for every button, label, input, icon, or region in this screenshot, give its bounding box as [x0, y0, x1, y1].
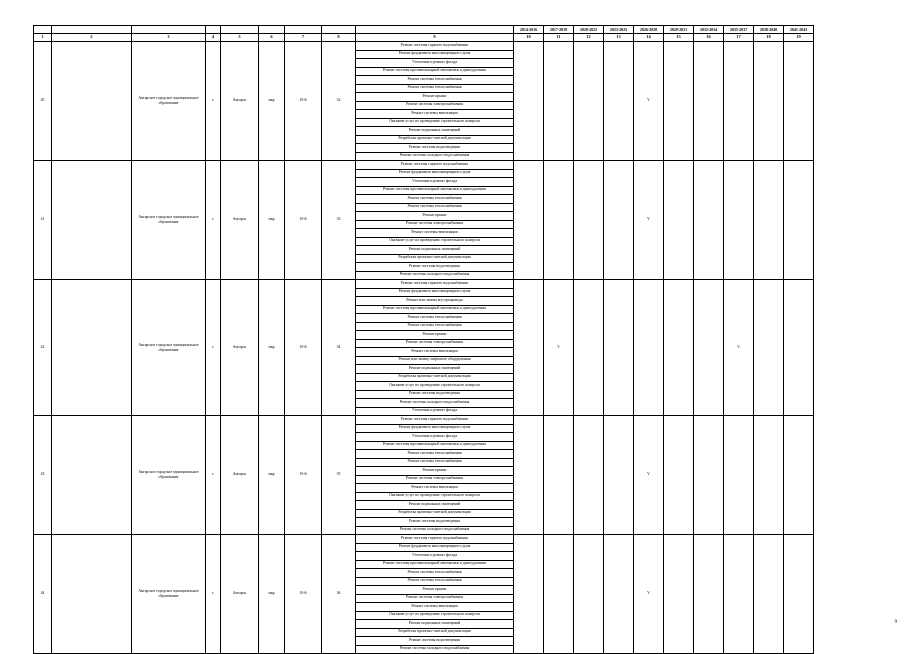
- house-number: 32: [322, 42, 356, 161]
- table-row: [34, 42, 814, 51]
- column-number: 15: [664, 34, 694, 42]
- schedule-empty-cell: [754, 416, 784, 535]
- column-number: 1: [34, 34, 52, 42]
- work-type: Ремонт системы вентиляции: [356, 348, 514, 357]
- schedule-mark: V: [544, 280, 574, 416]
- work-type: Разработка проектно-сметной документации: [356, 628, 514, 637]
- column-number: 7: [285, 34, 322, 42]
- work-type: Утепление и ремонт фасада: [356, 433, 514, 442]
- work-type: Ремонт системы теплоснабжения: [356, 322, 514, 331]
- period-header-row: [34, 26, 814, 34]
- row-number: 40: [34, 42, 52, 161]
- header-blank-cell: [52, 26, 132, 34]
- schedule-empty-cell: [664, 535, 694, 654]
- city-name: Ангарск: [221, 161, 259, 280]
- work-type: Ремонт системы электроснабжения: [356, 339, 514, 348]
- schedule-empty-cell: [724, 535, 754, 654]
- schedule-empty-cell: [544, 42, 574, 161]
- work-type: Ремонт системы противопожарной автоматики и дымоудаления: [356, 67, 514, 76]
- work-type: Ремонт системы теплоснабжения: [356, 314, 514, 323]
- schedule-empty-cell: [664, 416, 694, 535]
- period-header: 2023-2025: [604, 26, 634, 34]
- header-blank-cell: [34, 26, 52, 34]
- work-type: Ремонт фундамента многоквартирного дома: [356, 543, 514, 552]
- microdistrict: 10-й: [285, 280, 322, 416]
- work-type: Ремонт системы холодного водоснабжения: [356, 271, 514, 280]
- city-name: Ангарск: [221, 535, 259, 654]
- municipality: Ангарское городское муниципальное образование: [132, 416, 206, 535]
- schedule-empty-cell: [604, 535, 634, 654]
- work-type: Ремонт системы теплоснабжения: [356, 577, 514, 586]
- schedule-empty-cell: [574, 535, 604, 654]
- row-number: 43: [34, 416, 52, 535]
- city-name: Ангарск: [221, 416, 259, 535]
- header-blank-cell: [322, 26, 356, 34]
- settlement-type: г.: [206, 280, 221, 416]
- schedule-empty-cell: [784, 416, 814, 535]
- work-type: Ремонт системы теплоснабжения: [356, 450, 514, 459]
- header-blank-cell: [259, 26, 285, 34]
- work-type: Ремонт системы противопожарной автоматики и дымоудаления: [356, 560, 514, 569]
- schedule-empty-cell: [664, 42, 694, 161]
- period-header: 2041-2043: [784, 26, 814, 34]
- work-type: Ремонт системы теплоснабжения: [356, 203, 514, 212]
- work-type: Оказание услуг по проведению строительного контроля: [356, 382, 514, 391]
- work-type: Ремонт системы водоотведения: [356, 144, 514, 153]
- district-type: мкр: [259, 161, 285, 280]
- row-number: 42: [34, 280, 52, 416]
- period-header: 2026-2028: [634, 26, 664, 34]
- schedule-empty-cell: [754, 161, 784, 280]
- blank-cell: [52, 42, 132, 161]
- schedule-empty-cell: [544, 416, 574, 535]
- work-type: Ремонт системы вентиляции: [356, 229, 514, 238]
- column-number: 12: [574, 34, 604, 42]
- city-name: Ангарск: [221, 42, 259, 161]
- municipality: Ангарское городское муниципальное образование: [132, 280, 206, 416]
- column-number: 17: [724, 34, 754, 42]
- work-type: Ремонт системы теплоснабжения: [356, 76, 514, 85]
- work-type: Ремонт крыши: [356, 212, 514, 221]
- schedule-empty-cell: [604, 280, 634, 416]
- work-type: Ремонт системы вентиляции: [356, 110, 514, 119]
- header-blank-cell: [356, 26, 514, 34]
- schedule-empty-cell: [724, 42, 754, 161]
- work-type: Утепление и ремонт фасада: [356, 407, 514, 416]
- schedule-empty-cell: [514, 416, 544, 535]
- work-type: Ремонт или замена мусоропровода: [356, 297, 514, 306]
- work-type: Разработка проектно-сметной документации: [356, 135, 514, 144]
- work-type: Ремонт системы холодного водоснабжения: [356, 526, 514, 535]
- schedule-empty-cell: [514, 161, 544, 280]
- schedule-empty-cell: [604, 416, 634, 535]
- settlement-type: г.: [206, 535, 221, 654]
- settlement-type: г.: [206, 161, 221, 280]
- work-type: Ремонт системы горячего водоснабжения: [356, 42, 514, 51]
- header-blank-cell: [132, 26, 206, 34]
- schedule-empty-cell: [664, 280, 694, 416]
- microdistrict: 10-й: [285, 161, 322, 280]
- column-number: 5: [221, 34, 259, 42]
- schedule-empty-cell: [754, 42, 784, 161]
- work-type: Разработка проектно-сметной документации: [356, 254, 514, 263]
- work-type: Ремонт системы теплоснабжения: [356, 569, 514, 578]
- schedule-empty-cell: [604, 42, 634, 161]
- period-header: 2017-2019: [544, 26, 574, 34]
- work-type: Утепление и ремонт фасада: [356, 59, 514, 68]
- table-row: [34, 416, 814, 425]
- schedule-empty-cell: [664, 161, 694, 280]
- work-type: Ремонт системы холодного водоснабжения: [356, 152, 514, 161]
- schedule-empty-cell: [754, 535, 784, 654]
- work-type: Ремонт системы теплоснабжения: [356, 458, 514, 467]
- work-type: Ремонт системы вентиляции: [356, 484, 514, 493]
- capital-repair-schedule-table: [33, 25, 814, 654]
- schedule-mark: V: [634, 161, 664, 280]
- work-type: Ремонт крыши: [356, 93, 514, 102]
- column-number-row: [34, 34, 814, 42]
- work-type: Разработка проектно-сметной документации: [356, 373, 514, 382]
- work-type: Ремонт фундамента многоквартирного дома: [356, 169, 514, 178]
- district-type: мкр: [259, 535, 285, 654]
- work-type: Ремонт системы электроснабжения: [356, 220, 514, 229]
- city-name: Ангарск: [221, 280, 259, 416]
- schedule-empty-cell: [514, 42, 544, 161]
- work-type: Ремонт системы холодного водоснабжения: [356, 645, 514, 654]
- work-type: Ремонт системы вентиляции: [356, 603, 514, 612]
- period-header: 2032-2034: [694, 26, 724, 34]
- schedule-empty-cell: [694, 42, 724, 161]
- work-type: Оказание услуг по проведению строительного контроля: [356, 118, 514, 127]
- header-blank-cell: [285, 26, 322, 34]
- work-type: Оказание услуг по проведению строительного контроля: [356, 237, 514, 246]
- work-type: Разработка проектно-сметной документации: [356, 509, 514, 518]
- row-number: 44: [34, 535, 52, 654]
- period-header: 2035-2037: [724, 26, 754, 34]
- column-number: 9: [356, 34, 514, 42]
- house-number: 34: [322, 280, 356, 416]
- work-type: Ремонт системы электроснабжения: [356, 475, 514, 484]
- work-type: Ремонт подвальных помещений: [356, 127, 514, 136]
- blank-cell: [52, 280, 132, 416]
- work-type: Оказание услуг по проведению строительного контроля: [356, 492, 514, 501]
- page-number: 9: [894, 620, 897, 625]
- settlement-type: г.: [206, 416, 221, 535]
- blank-cell: [52, 161, 132, 280]
- period-header: 2038-2040: [754, 26, 784, 34]
- work-type: Ремонт системы холодного водоснабжения: [356, 399, 514, 408]
- schedule-empty-cell: [514, 280, 544, 416]
- schedule-empty-cell: [784, 161, 814, 280]
- municipality: Ангарское городское муниципальное образование: [132, 42, 206, 161]
- schedule-empty-cell: [694, 535, 724, 654]
- schedule-empty-cell: [574, 416, 604, 535]
- work-type: Ремонт системы противопожарной автоматики и дымоудаления: [356, 441, 514, 450]
- work-type: Ремонт крыши: [356, 586, 514, 595]
- work-type: Ремонт системы противопожарной автоматики и дымоудаления: [356, 186, 514, 195]
- header-blank-cell: [221, 26, 259, 34]
- schedule-empty-cell: [724, 416, 754, 535]
- table-row: [34, 161, 814, 170]
- work-type: Ремонт или замену лифтового оборудования: [356, 356, 514, 365]
- schedule-empty-cell: [574, 280, 604, 416]
- schedule-mark: V: [634, 42, 664, 161]
- work-type: Ремонт системы водоотведения: [356, 263, 514, 272]
- work-type: Ремонт системы водоотведения: [356, 637, 514, 646]
- schedule-empty-cell: [784, 535, 814, 654]
- column-number: 2: [52, 34, 132, 42]
- work-type: Ремонт крыши: [356, 331, 514, 340]
- schedule-empty-cell: [694, 416, 724, 535]
- work-type: Ремонт системы горячего водоснабжения: [356, 416, 514, 425]
- schedule-empty-cell: [574, 42, 604, 161]
- work-type: Ремонт системы водоотведения: [356, 390, 514, 399]
- schedule-empty-cell: [754, 280, 784, 416]
- work-type: Оказание услуг по проведению строительного контроля: [356, 611, 514, 620]
- schedule-empty-cell: [604, 161, 634, 280]
- district-type: мкр: [259, 416, 285, 535]
- column-number: 10: [514, 34, 544, 42]
- period-header: 2020-2022: [574, 26, 604, 34]
- work-type: Ремонт системы теплоснабжения: [356, 84, 514, 93]
- schedule-empty-cell: [784, 42, 814, 161]
- work-type: Ремонт системы электроснабжения: [356, 101, 514, 110]
- schedule-empty-cell: [574, 161, 604, 280]
- column-number: 14: [634, 34, 664, 42]
- work-type: Ремонт фундамента многоквартирного дома: [356, 288, 514, 297]
- column-number: 19: [784, 34, 814, 42]
- work-type: Ремонт системы противопожарной автоматики и дымоудаления: [356, 305, 514, 314]
- blank-cell: [52, 535, 132, 654]
- house-number: 33: [322, 161, 356, 280]
- work-type: Ремонт системы горячего водоснабжения: [356, 535, 514, 544]
- column-number: 13: [604, 34, 634, 42]
- schedule-empty-cell: [544, 161, 574, 280]
- schedule-empty-cell: [634, 280, 664, 416]
- column-number: 8: [322, 34, 356, 42]
- schedule-mark: V: [724, 280, 754, 416]
- column-number: 6: [259, 34, 285, 42]
- microdistrict: 10-й: [285, 416, 322, 535]
- column-number: 16: [694, 34, 724, 42]
- column-number: 18: [754, 34, 784, 42]
- house-number: 35: [322, 416, 356, 535]
- district-type: мкр: [259, 42, 285, 161]
- schedule-empty-cell: [694, 280, 724, 416]
- work-type: Утепление и ремонт фасада: [356, 552, 514, 561]
- work-type: Ремонт системы горячего водоснабжения: [356, 161, 514, 170]
- row-number: 41: [34, 161, 52, 280]
- schedule-empty-cell: [544, 535, 574, 654]
- schedule-empty-cell: [694, 161, 724, 280]
- table-row: [34, 280, 814, 289]
- district-type: мкр: [259, 280, 285, 416]
- microdistrict: 10-й: [285, 535, 322, 654]
- work-type: Ремонт подвальных помещений: [356, 365, 514, 374]
- work-type: Ремонт системы электроснабжения: [356, 594, 514, 603]
- work-type: Ремонт фундамента многоквартирного дома: [356, 424, 514, 433]
- work-type: Ремонт крыши: [356, 467, 514, 476]
- municipality: Ангарское городское муниципальное образование: [132, 535, 206, 654]
- work-type: Ремонт системы теплоснабжения: [356, 195, 514, 204]
- work-type: Ремонт системы горячего водоснабжения: [356, 280, 514, 289]
- column-number: 11: [544, 34, 574, 42]
- table-row: [34, 535, 814, 544]
- work-type: Ремонт подвальных помещений: [356, 501, 514, 510]
- blank-cell: [52, 416, 132, 535]
- schedule-empty-cell: [724, 161, 754, 280]
- work-type: Ремонт подвальных помещений: [356, 620, 514, 629]
- work-type: Ремонт системы водоотведения: [356, 518, 514, 527]
- column-number: 3: [132, 34, 206, 42]
- microdistrict: 10-й: [285, 42, 322, 161]
- column-number: 4: [206, 34, 221, 42]
- schedule-empty-cell: [514, 535, 544, 654]
- schedule-mark: V: [634, 416, 664, 535]
- work-type: Ремонт подвальных помещений: [356, 246, 514, 255]
- period-header: 2029-2031: [664, 26, 694, 34]
- work-type: Ремонт фундамента многоквартирного дома: [356, 50, 514, 59]
- schedule-empty-cell: [784, 280, 814, 416]
- house-number: 36: [322, 535, 356, 654]
- municipality: Ангарское городское муниципальное образование: [132, 161, 206, 280]
- schedule-mark: V: [634, 535, 664, 654]
- header-blank-cell: [206, 26, 221, 34]
- work-type: Утепление и ремонт фасада: [356, 178, 514, 187]
- settlement-type: г.: [206, 42, 221, 161]
- period-header: 2014-2016: [514, 26, 544, 34]
